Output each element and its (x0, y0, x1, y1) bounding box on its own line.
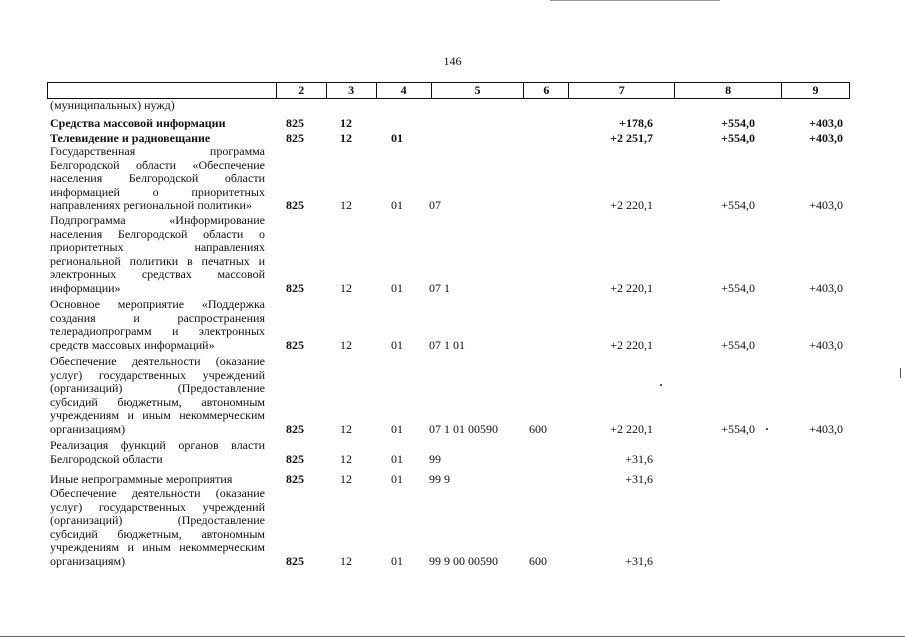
cell-c5: 07 (429, 198, 441, 213)
row-description (50, 439, 265, 466)
row-description (50, 355, 265, 437)
cell-c3: 12 (340, 451, 352, 466)
cell-c9: +403,0 (809, 131, 843, 145)
cell-c4: 01 (391, 131, 403, 145)
description-line: приоритетных направлениях (50, 240, 265, 255)
description-line: Обеспечение деятельности (оказание (50, 354, 265, 368)
cell-c9: +403,0 (809, 281, 843, 295)
description-line: Подпрограмма «Информирование (50, 213, 265, 227)
description-line: (муниципальных) нужд) (50, 98, 175, 112)
cell-c8: +554,0 (721, 337, 755, 352)
cell-c8: +554,0 (721, 131, 755, 145)
description-line: региональной политики в печатных и (50, 253, 265, 268)
description-line: Основное мероприятие «Поддержка (50, 297, 265, 311)
description-line: (организаций) (Предоставление (50, 381, 265, 396)
header-cell-6: 6 (524, 83, 569, 98)
scan-speck (766, 428, 768, 430)
cell-c2: 825 (286, 131, 304, 145)
top-edge-mark (550, 0, 720, 1)
row-description (50, 99, 265, 113)
description-line: информации» (50, 280, 121, 295)
cell-c2: 825 (286, 422, 304, 436)
cell-c3: 12 (340, 281, 352, 295)
description-line: учреждениям и иным некоммерческим (50, 408, 265, 423)
description-line: средств массовых информаций» (50, 337, 215, 352)
row-description (50, 473, 265, 487)
description-line: (организаций) (Предоставление (50, 513, 265, 528)
cell-c4: 01 (391, 337, 403, 352)
cell-c5: 99 (429, 451, 441, 466)
cell-c3: 12 (340, 554, 352, 568)
cell-c4: 01 (391, 198, 403, 213)
cell-c2: 825 (286, 472, 304, 486)
cell-c5: 99 9 (429, 472, 450, 486)
cell-c2: 825 (286, 281, 304, 295)
page-number: 146 (443, 54, 462, 68)
cell-c2: 825 (286, 337, 304, 352)
row-description (50, 487, 265, 569)
cell-c3: 12 (340, 116, 352, 130)
cell-c2: 825 (286, 116, 304, 130)
description-line: организациям) (50, 421, 126, 436)
description-line: организациям) (50, 553, 126, 568)
table-header (47, 82, 850, 99)
cell-c7: +2 251,7 (610, 131, 653, 145)
cell-c8: +554,0 (721, 422, 755, 436)
description-line: электронных средствах массовой (50, 267, 265, 282)
cell-c6: 600 (529, 554, 547, 568)
description-line: телерадиопрограмм и электронных (50, 324, 265, 339)
cell-c7: +2 220,1 (610, 281, 653, 295)
description-line: информацией о приоритетных (50, 184, 265, 199)
cell-c5: 99 9 00 00590 (429, 554, 498, 568)
cell-c7: +2 220,1 (610, 422, 653, 436)
cell-c3: 12 (340, 131, 352, 145)
description-line: Белгородской области «Обеспечение (50, 157, 265, 172)
header-cell-8: 8 (675, 83, 782, 98)
cell-c5: 07 1 (429, 281, 450, 295)
cell-c7: +31,6 (625, 554, 653, 568)
description-line: направлениях региональной политики» (50, 198, 252, 213)
cell-c7: +2 220,1 (610, 337, 653, 352)
cell-c3: 12 (340, 472, 352, 486)
cell-c2: 825 (286, 554, 304, 568)
description-line: Государственная программа (50, 144, 265, 158)
description-line: субсидий бюджетным, автономным (50, 394, 265, 409)
cell-c5: 07 1 01 (429, 337, 465, 352)
cell-c7: +31,6 (625, 451, 653, 466)
cell-c6: 600 (529, 422, 547, 436)
description-line: субсидий бюджетным, автономным (50, 526, 265, 541)
cell-c4: 01 (391, 422, 403, 436)
cell-c9: +403,0 (809, 337, 843, 352)
description-line: услуг) государственных учреждений (50, 499, 265, 514)
cell-c2: 825 (286, 451, 304, 466)
row-description (50, 117, 265, 131)
cell-c4: 01 (391, 472, 403, 486)
header-cell-3: 3 (327, 83, 377, 98)
cell-c8: +554,0 (721, 281, 755, 295)
description-line: Средства массовой информации (50, 116, 226, 130)
cell-c7: +178,6 (619, 116, 653, 130)
description-line: Телевидение и радиовещание (50, 131, 211, 145)
cell-c4: 01 (391, 554, 403, 568)
description-line: населения Белгородской области (50, 171, 265, 186)
scan-speck (900, 368, 901, 378)
description-line: Реализация функций органов власти (50, 438, 265, 452)
header-cell-1 (48, 83, 277, 98)
cell-c8: +554,0 (721, 116, 755, 130)
cell-c2: 825 (286, 198, 304, 213)
cell-c3: 12 (340, 422, 352, 436)
cell-c7: +31,6 (625, 472, 653, 486)
cell-c3: 12 (340, 337, 352, 352)
description-line: создания и распространения (50, 310, 265, 325)
row-description (50, 145, 265, 213)
cell-c7: +2 220,1 (610, 198, 653, 213)
cell-c9: +403,0 (809, 198, 843, 213)
description-line: Иные непрограммные мероприятия (50, 472, 233, 486)
cell-c5: 07 1 01 00590 (429, 422, 498, 436)
description-line: Обеспечение деятельности (оказание (50, 486, 265, 500)
description-line: услуг) государственных учреждений (50, 367, 265, 382)
header-cell-5: 5 (432, 83, 525, 98)
cell-c9: +403,0 (809, 422, 843, 436)
bottom-edge-rule (0, 636, 905, 637)
header-cell-9: 9 (782, 83, 850, 98)
cell-c8: +554,0 (721, 198, 755, 213)
description-line: населения Белгородской области о (50, 226, 265, 241)
description-line: учреждениям и иным некоммерческим (50, 540, 265, 555)
row-description (50, 214, 265, 296)
cell-c4: 01 (391, 451, 403, 466)
row-description (50, 298, 265, 352)
cell-c4: 01 (391, 281, 403, 295)
header-cell-2: 2 (277, 83, 327, 98)
scan-speck (660, 384, 662, 386)
description-line: Белгородской области (50, 451, 163, 466)
cell-c3: 12 (340, 198, 352, 213)
cell-c9: +403,0 (809, 116, 843, 130)
header-cell-7: 7 (569, 83, 675, 98)
header-cell-4: 4 (377, 83, 432, 98)
